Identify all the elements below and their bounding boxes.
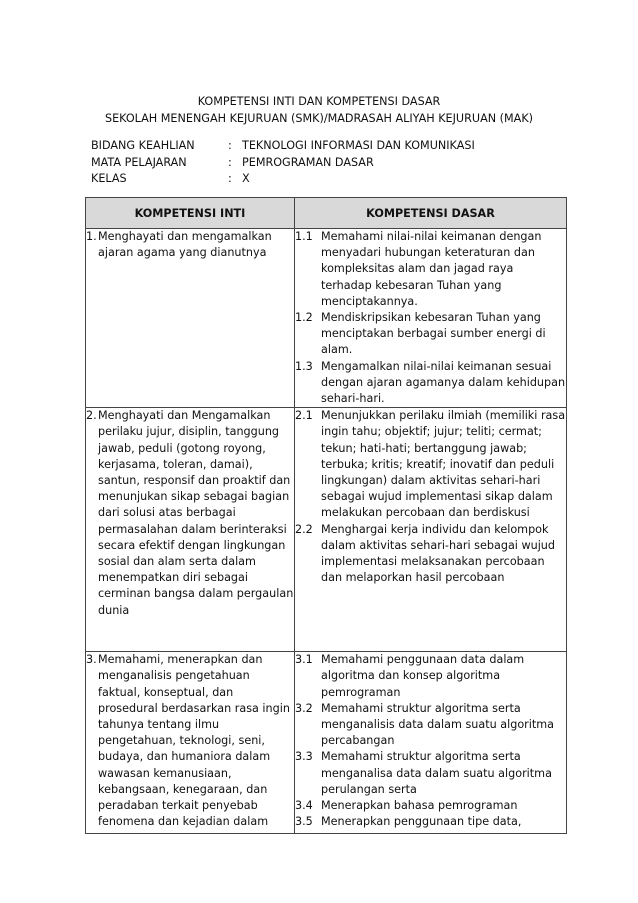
kd-text: Menunjukkan perilaku ilmiah (memiliki rasa ingin tahu; objektif; jujur; teliti; cermat; tekun; hati-hati; bertanggung jawab; terbuka; kritis; kreatif; inovatif dan peduli lingkungan) dalam aktivitas sehari-hari sebagai wujud implementasi sikap dalam melakukan percobaan dan berdiskusi: [321, 409, 566, 520]
meta-row-bidang: [91, 138, 475, 155]
kd-cell: [295, 652, 567, 834]
kd-text: Mengamalkan nilai-nilai keimanan sesuai dengan ajaran agamanya dalam kehidupan sehari-hari.: [321, 359, 566, 406]
kd-text: Memahami struktur algoritma serta menganalisa data dalam suatu algoritma perulangan serta: [321, 750, 552, 796]
meta-value: X: [242, 172, 250, 185]
meta-label: BIDANG KEAHLIAN: [91, 139, 195, 152]
document-title: KOMPETENSI INTI DAN KOMPETENSI DASAR: [197, 95, 441, 108]
meta-separator: :: [228, 139, 232, 152]
kd-number: 2.2: [295, 522, 313, 536]
kd-number: 3.4: [295, 799, 313, 813]
kd-item: [295, 310, 566, 359]
kd-item: [295, 229, 566, 310]
ki-text: Menghayati dan mengamalkan ajaran agama yang dianutnya: [98, 230, 272, 260]
meta-label: KELAS: [91, 172, 127, 185]
ki-text: Memahami, menerapkan dan menganalisis pengetahuan faktual, konseptual, dan prosedural berdasarkan rasa ingin tahunya tentang ilmu pengetahuan, teknologi, seni, budaya, dan humaniora dalam wawasan kemanusiaan, kebangsaan, kenegaraan, dan peradaban terkait penyebab fenomena dan kejadian dalam: [98, 653, 290, 829]
kd-number: 3.1: [295, 653, 313, 667]
kd-text: Menerapkan penggunaan tipe data,: [321, 815, 522, 829]
table-row: [86, 408, 567, 652]
meta-block: [91, 138, 475, 188]
kd-number: 1.3: [295, 359, 313, 373]
document-subtitle: SEKOLAH MENENGAH KEJURUAN (SMK)/MADRASAH ALIYAH KEJURUAN (MAK): [104, 112, 534, 125]
table-row: [86, 652, 567, 834]
kd-item: [295, 652, 566, 701]
competency-table: [85, 197, 567, 834]
table-row: [86, 229, 567, 408]
column-header-kd: KOMPETENSI DASAR: [295, 198, 567, 229]
kd-text: Menghargai kerja individu dan kelompok dalam aktivitas sehari-hari sebagai wujud implementasi melaksanakan percobaan dan melaporkan hasil percobaan: [321, 522, 556, 585]
ki-cell: [86, 652, 295, 834]
kd-text: Memahami nilai-nilai keimanan dengan menyadari hubungan keteraturan dan kompleksitas alam dan jagad raya terhadap kebesaran Tuhan yang menciptakannya.: [321, 230, 542, 308]
column-header-ki: KOMPETENSI INTI: [86, 198, 295, 229]
kd-item: [295, 522, 566, 587]
meta-separator: :: [228, 155, 232, 169]
ki-text: Menghayati dan Mengamalkan perilaku jujur, disiplin, tanggung jawab, peduli (gotong royong, kerjasama, toleran, damai), santun, responsif dan proaktif dan menunjukan sikap sebagai bagian dari solusi atas berbagai permasalahan dalam berinteraksi secara efektif dengan lingkungan sosial dan alam serta dalam menempatkan diri sebagai cerminan bangsa dalam pergaulan dunia: [98, 409, 294, 617]
kd-item: [295, 749, 566, 798]
kd-number: 1.1: [295, 230, 313, 243]
kd-number: 2.1: [295, 409, 313, 423]
table-header-row: [86, 198, 567, 229]
kd-text: Mendiskripsikan kebesaran Tuhan yang menciptakan berbagai sumber energi di alam.: [321, 311, 546, 357]
kd-item: [295, 798, 566, 814]
ki-item: [86, 229, 294, 261]
ki-item: [86, 408, 294, 619]
meta-value: TEKNOLOGI INFORMASI DAN KOMUNIKASI: [242, 139, 475, 152]
meta-row-kelas: [91, 171, 475, 188]
kd-text: Menerapkan bahasa pemrograman: [321, 799, 518, 813]
kd-text: Memahami struktur algoritma serta menganalisis data dalam suatu algoritma percabangan: [321, 701, 555, 748]
ki-cell: [86, 229, 295, 408]
ki-number: 1.: [86, 230, 97, 243]
kd-number: 3.3: [295, 750, 313, 764]
meta-value: PEMROGRAMAN DASAR: [242, 155, 374, 169]
kd-text: Memahami penggunaan data dalam algoritma dan konsep algoritma pemrograman: [321, 653, 525, 699]
ki-number: 3.: [86, 653, 97, 667]
kd-item: [295, 359, 566, 408]
ki-cell: [86, 408, 295, 652]
kd-number: 3.5: [295, 815, 313, 829]
meta-label: MATA PELAJARAN: [91, 155, 187, 169]
kd-number: 1.2: [295, 311, 313, 325]
meta-separator: :: [228, 172, 232, 185]
meta-row-mapel: [91, 155, 475, 172]
kd-number: 3.2: [295, 701, 313, 715]
kd-item: [295, 408, 566, 521]
kd-cell: [295, 229, 567, 408]
kd-cell: [295, 408, 567, 652]
kd-item: [295, 814, 566, 830]
ki-item: [86, 652, 294, 830]
ki-number: 2.: [86, 409, 97, 423]
kd-item: [295, 701, 566, 750]
